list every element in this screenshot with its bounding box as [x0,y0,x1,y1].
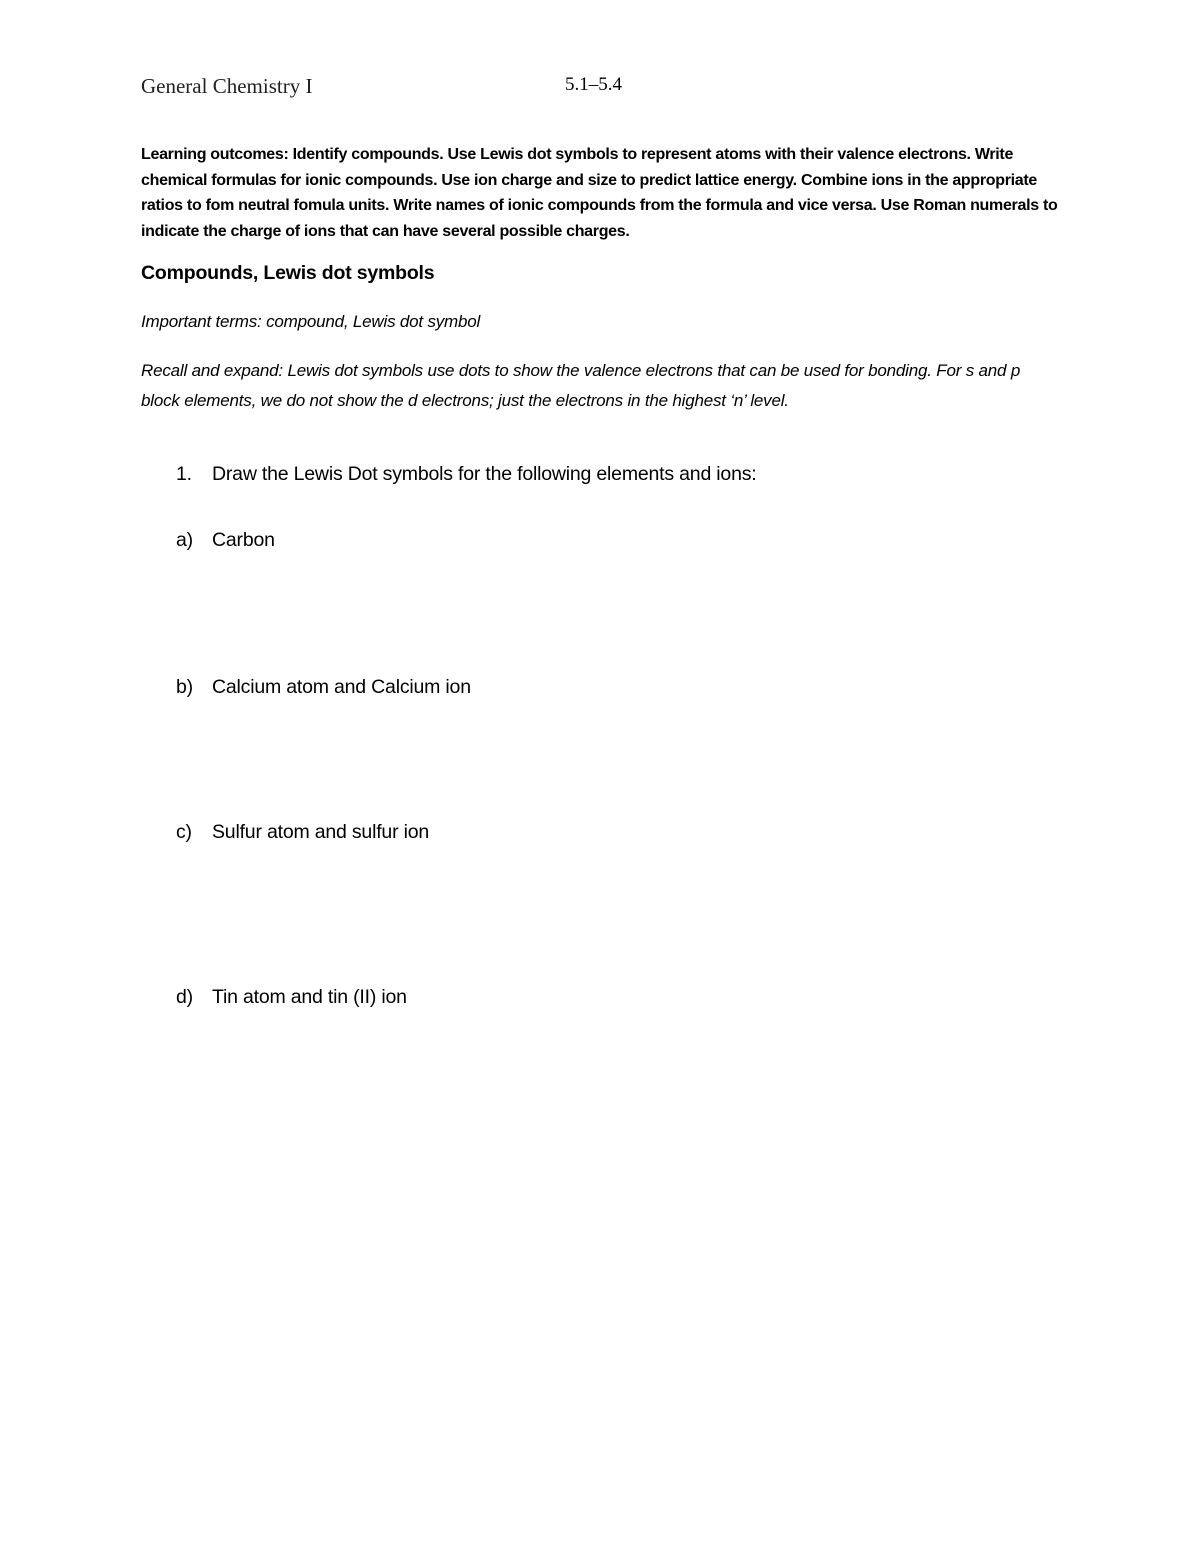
question-marker: d) [176,986,193,1008]
question-marker: c) [176,821,192,843]
question-text: Carbon [212,529,275,551]
question-marker: 1. [176,463,192,485]
question-c [176,821,429,844]
section-range: 5.1–5.4 [565,74,622,95]
important-terms: Important terms: compound, Lewis dot symbol [141,312,481,331]
question-text: Sulfur atom and sulfur ion [212,821,430,843]
question-text: Calcium atom and Calcium ion [212,676,471,698]
question-text: Tin atom and tin (II) ion [212,986,407,1008]
question-marker: b) [176,676,193,698]
learning-outcomes: Learning outcomes: Identify compounds. Use Lewis dot symbols to represent atoms with their valence electrons. Write chemical formulas for ionic compounds. Use ion charge and size to predict lattice energy. Combine ions in the appropriate ratios to fom neutral fomula units. Write names of ionic compounds from the formula and vice versa. Use Roman numerals to indicate the charge of ions that can have several possible charges. [141,146,1058,241]
question-b [176,676,471,699]
page-header [141,74,1041,104]
question-a [176,529,275,552]
question-marker: a) [176,529,193,551]
section-heading: Compounds, Lewis dot symbols [141,262,435,284]
question-text: Draw the Lewis Dot symbols for the following elements and ions: [212,463,757,485]
question-d [176,986,407,1009]
recall-paragraph: Recall and expand: Lewis dot symbols use dots to show the valence electrons that can be used for bonding. For s and p block elements, we do not show the d electrons; just the electrons in the highest ‘n’ level. [141,361,1021,410]
question-1 [176,463,757,486]
course-title: General Chemistry I [141,74,313,98]
